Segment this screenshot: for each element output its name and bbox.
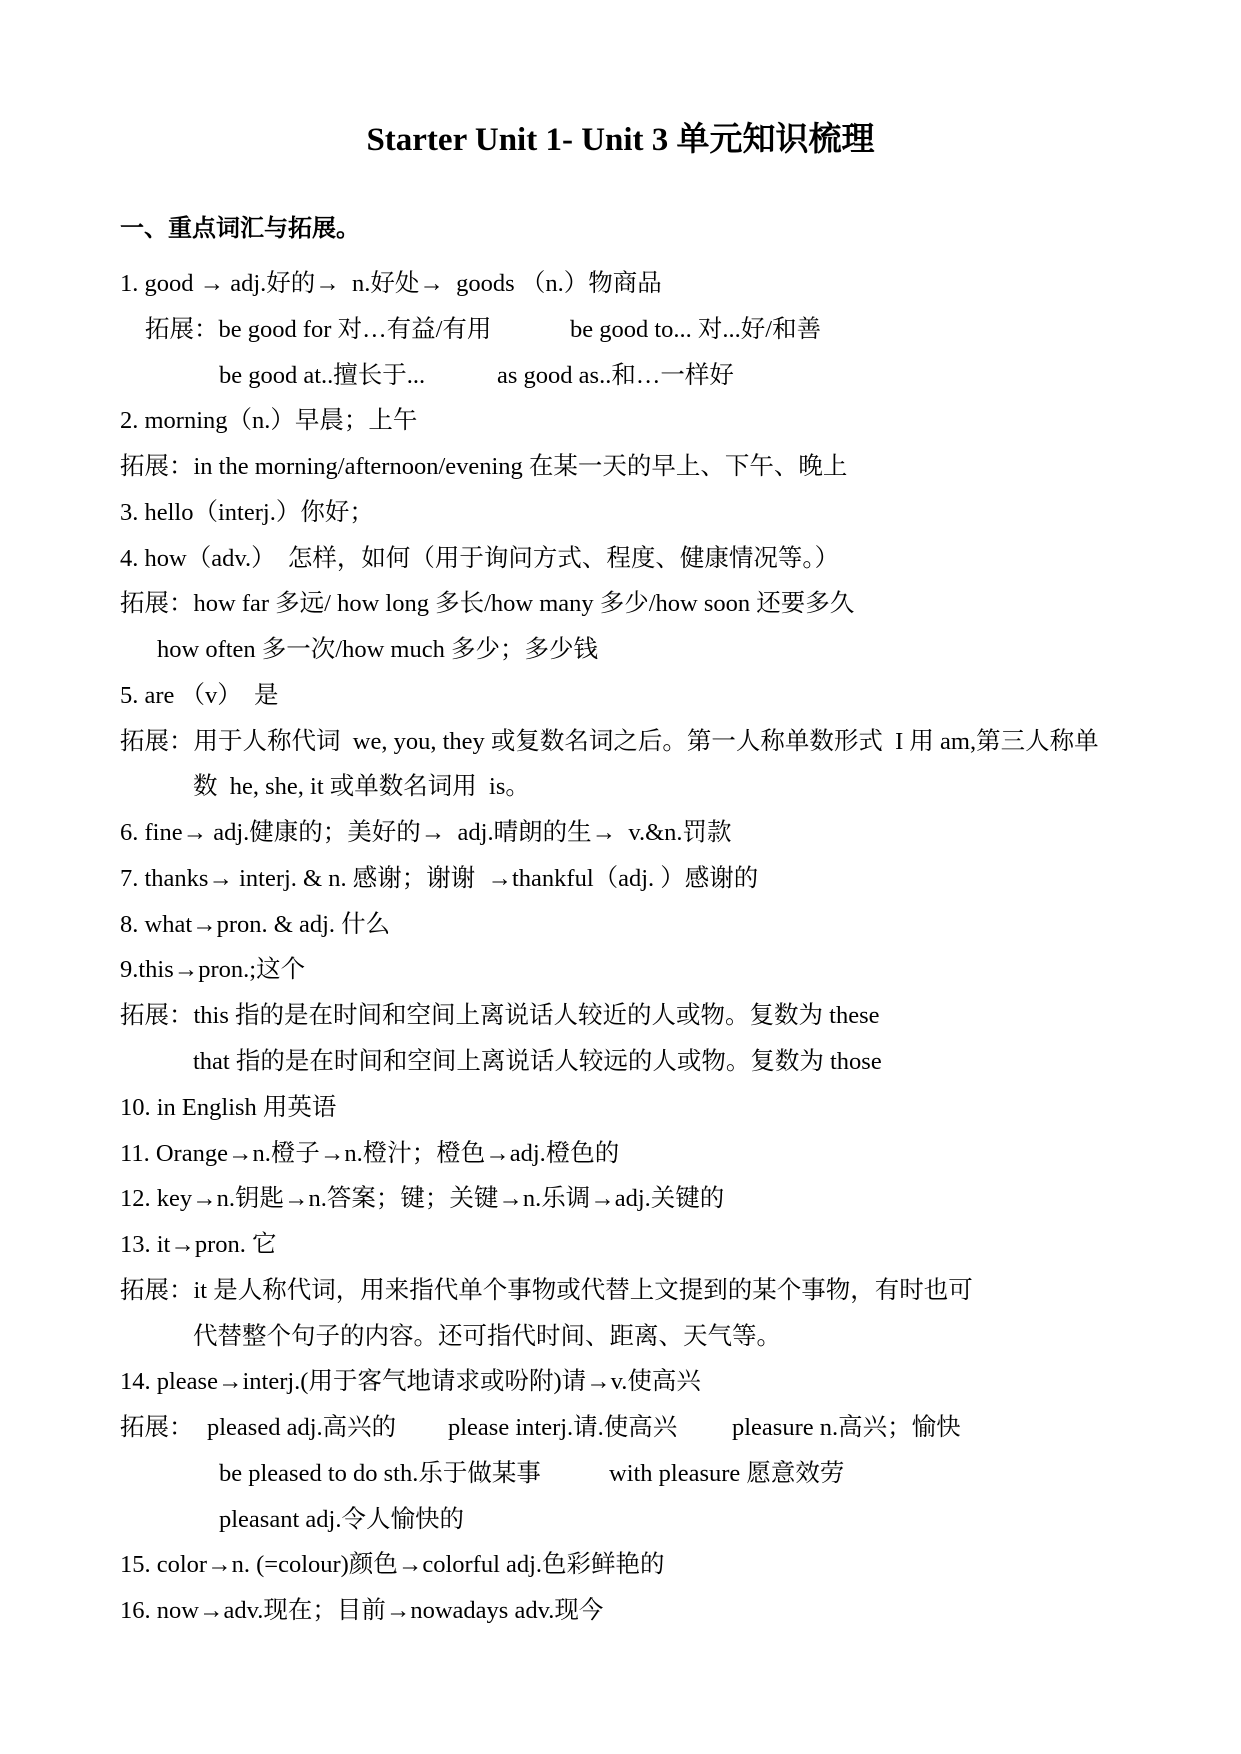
vocab-entry-good bbox=[120, 261, 1121, 307]
line-segment: be pleased to do sth.乐于做某事 bbox=[219, 1459, 541, 1487]
line-text: 拓展：用于人称代词 we, you, they 或复数名词之后。第一人称单数形式 I 用 am,第三人称单 bbox=[120, 727, 1099, 755]
line-text: 拓展：this 指的是在时间和空间上离说话人较近的人或物。复数为 these bbox=[120, 1002, 880, 1030]
line-segment: pleasure n.高兴；愉快 bbox=[732, 1414, 961, 1442]
vocab-entry-it bbox=[120, 1222, 1121, 1268]
vocab-entry-orange bbox=[120, 1131, 1121, 1177]
extension-note-this bbox=[120, 993, 1121, 1039]
vocab-entry-hello bbox=[120, 490, 1121, 536]
line-segment: with pleasure 愿意效劳 bbox=[609, 1459, 845, 1487]
line-text: 数 he, she, it 或单数名词用 is。 bbox=[193, 773, 530, 801]
line-segment: pleased adj.高兴的 bbox=[207, 1414, 397, 1442]
vocab-entry-this bbox=[120, 947, 1121, 993]
vocab-entry-are bbox=[120, 673, 1121, 719]
line-text: 拓展：it 是人称代词，用来指代单个事物或代替上文提到的某个事物，有时也可 bbox=[120, 1276, 973, 1304]
line-segment: 拓展：be good for 对…有益/有用 bbox=[145, 315, 492, 343]
extension-note-please-continued bbox=[120, 1451, 1121, 1497]
line-segment: please interj.请.使高兴 bbox=[448, 1414, 678, 1442]
vocab-entry-morning bbox=[120, 398, 1121, 444]
vocab-entry-key bbox=[120, 1176, 1121, 1222]
line-text: 7. thanks→ interj. & n. 感谢；谢谢 →thankful（adj. ）感谢的 bbox=[120, 864, 759, 892]
vocab-entry-now bbox=[120, 1588, 1121, 1634]
extension-note-are bbox=[120, 719, 1121, 765]
line-text: 4. how（adv.） 怎样，如何（用于询问方式、程度、健康情况等。） bbox=[120, 544, 840, 572]
line-text: 10. in English 用英语 bbox=[120, 1093, 337, 1121]
line-segment: 拓展： bbox=[120, 1414, 194, 1442]
vocab-entry-please bbox=[120, 1359, 1121, 1405]
line-text: that 指的是在时间和空间上离说话人较远的人或物。复数为 those bbox=[193, 1047, 882, 1075]
line-text: 拓展：how far 多远/ how long 多长/how many 多少/how soon 还要多久 bbox=[120, 590, 855, 618]
line-text: how often 多一次/how much 多少；多少钱 bbox=[157, 636, 598, 664]
extension-note-good-continued bbox=[120, 353, 1121, 399]
line-text: 代替整个句子的内容。还可指代时间、距离、天气等。 bbox=[193, 1322, 781, 1350]
extension-note-please bbox=[120, 1405, 1121, 1451]
extension-note-are-continued bbox=[120, 764, 1121, 810]
line-text: 8. what→pron. & adj. 什么 bbox=[120, 910, 391, 938]
extension-note-how bbox=[120, 581, 1121, 627]
vocab-entry-what bbox=[120, 902, 1121, 948]
line-text: 11. Orange→n.橙子→n.橙汁；橙色→adj.橙色的 bbox=[120, 1139, 620, 1167]
line-text: 拓展：in the morning/afternoon/evening 在某一天的早上、下午、晚上 bbox=[120, 453, 848, 481]
extension-note-how-continued bbox=[120, 627, 1121, 673]
line-text: 2. morning（n.）早晨；上午 bbox=[120, 407, 418, 435]
vocab-entry-thanks bbox=[120, 856, 1121, 902]
vocab-entry-fine bbox=[120, 810, 1121, 856]
line-text: pleasant adj.令人愉快的 bbox=[219, 1505, 464, 1533]
line-text: 15. color→n. (=colour)颜色→colorful adj.色彩鲜艳的 bbox=[120, 1551, 665, 1579]
line-segment: be good to... 对...好/和善 bbox=[570, 315, 822, 343]
extension-note-it-continued bbox=[120, 1314, 1121, 1360]
extension-note-good bbox=[120, 307, 1121, 353]
line-text: 9.this→pron.;这个 bbox=[120, 956, 306, 984]
extension-note-morning bbox=[120, 444, 1121, 490]
line-text: 5. are （v） 是 bbox=[120, 681, 279, 709]
extension-note-it bbox=[120, 1268, 1121, 1314]
line-segment: be good at..擅长于... bbox=[219, 361, 426, 389]
vocab-entry-how bbox=[120, 536, 1121, 582]
line-text: 16. now→adv.现在；目前→nowadays adv.现今 bbox=[120, 1597, 604, 1625]
vocab-entry-color bbox=[120, 1542, 1121, 1588]
extension-note-please-pleasant bbox=[120, 1497, 1121, 1543]
line-segment: as good as..和…一样好 bbox=[497, 361, 734, 389]
section-heading: 一、重点词汇与拓展。 bbox=[120, 216, 360, 242]
vocabulary-list bbox=[120, 261, 1121, 1634]
line-text: 12. key→n.钥匙→n.答案；键；关键→n.乐调→adj.关键的 bbox=[120, 1185, 725, 1213]
line-text: 13. it→pron. 它 bbox=[120, 1231, 277, 1259]
line-text: 1. good → adj.好的→ n.好处→ goods （n.）物商品 bbox=[120, 270, 662, 297]
document-title: Starter Unit 1- Unit 3 单元知识梳理 bbox=[366, 122, 875, 158]
line-text: 3. hello（interj.）你好； bbox=[120, 498, 374, 526]
vocab-entry-in-english bbox=[120, 1085, 1121, 1131]
extension-note-this-continued bbox=[120, 1039, 1121, 1085]
line-text: 6. fine→ adj.健康的；美好的→ adj.晴朗的生→ v.&n.罚款 bbox=[120, 819, 732, 847]
line-text: 14. please→interj.(用于客气地请求或吩附)请→v.使高兴 bbox=[120, 1368, 701, 1396]
